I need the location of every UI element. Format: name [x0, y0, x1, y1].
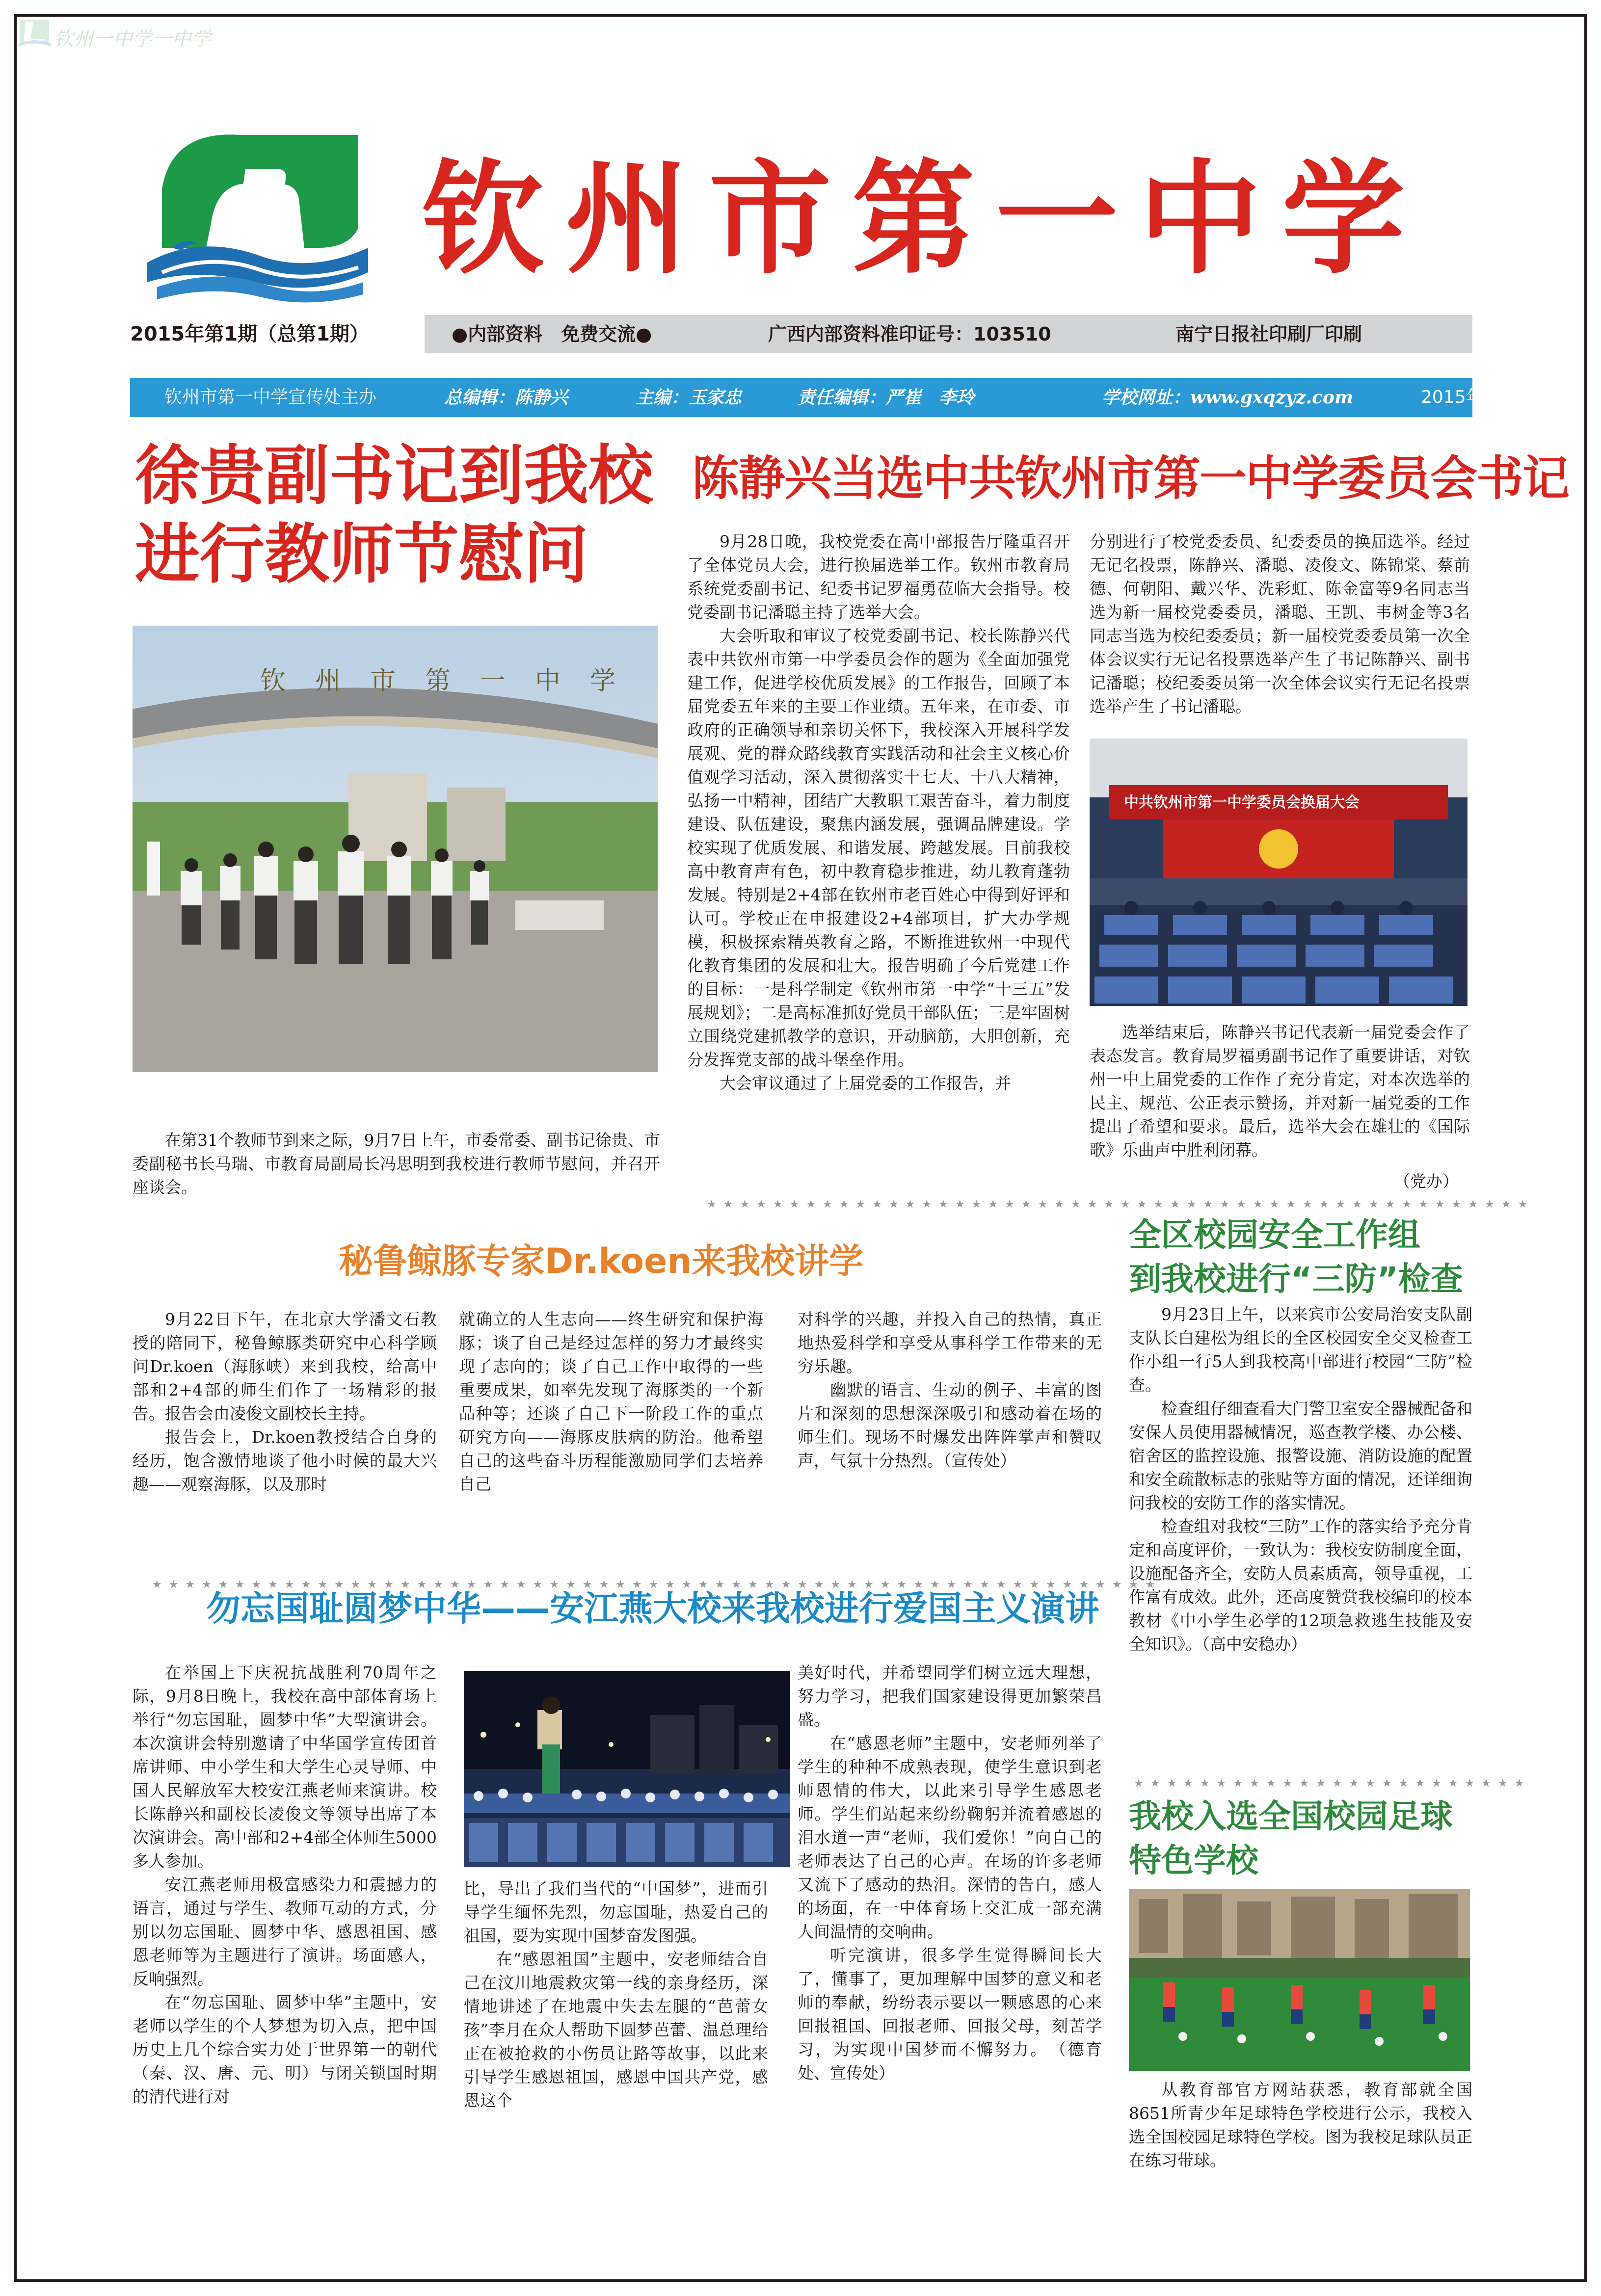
internal-material-label: ●内部资料 免费交流● — [452, 323, 652, 345]
patriotic-col2 — [464, 1877, 768, 2211]
visit-headline-line1: 徐贵副书记到我校 — [135, 438, 653, 514]
patriotic-col2-p1: 比，导出了我们当代的“中国梦”，进而引导学生缅怀先烈，勿忘国耻，热爱自己的祖国，要为实现中国梦奋发图强。 — [464, 1879, 768, 1945]
football-headline-line1: 我校入选全国校园足球 — [1129, 1797, 1453, 1835]
school-logo-icon — [142, 125, 373, 309]
print-permit: 广西内部资料准印证号：103510 — [768, 323, 1051, 345]
visit-body: 在第31个教师节到来之际，9月7日上午，市委常委、副书记徐贵、市委副秘书长马瑞、市教育局副局长冯思明到我校进行教师节慰问，并召开座谈会。 — [133, 1131, 660, 1197]
patriotic-col3-p3: 听完演讲，很多学生觉得瞬间长大了，懂事了，更加理解中国梦的意义和老师的奉献，纷纷表示要以一颗感恩的心来回报祖国、回报老师、回报父母，刻苦学习，为实现中国梦而不懈努力。 （德育处、宣传处） — [798, 1946, 1102, 2083]
issue-number: 2015年第1期（总第1期） — [130, 323, 369, 345]
election-signature: （党办） — [1394, 1172, 1459, 1191]
printer-name: 南宁日报社印刷厂印刷 — [1175, 323, 1362, 345]
dolphin-col2: 就确立的人生志向——终生研究和保护海豚；谈了自己是经过怎样的努力才最终实现了志向的；谈了自己工作中取得的一些重要成果，如率先发现了海豚类的一个新品种等；还谈了自己下一阶段工作的重点研究方向——海豚皮肤病的防治。他希望自己的这些奋斗历程能激励同学们去培养自己 — [459, 1310, 763, 1494]
publish-date: 2015年9月30日 — [1421, 387, 1553, 407]
chief-editor: 总编辑：陈静兴 — [444, 387, 568, 408]
safety-body — [1129, 1303, 1472, 1744]
election-col2-top: 分别进行了校党委委员、纪委委员的换届选举。经过无记名投票，陈静兴、潘聪、凌俊文、陈锦棠、蔡前德、何朝阳、戴兴华、冼彩虹、陈金富等9名同志当选为新一届校党委委员，潘聪、王凯、韦树金等3名同志当选为校纪委委员；新一届校党委委员第一次全体会议实行无记名投票选举产生了书记陈静兴、副书记潘聪；校纪委委员第一次全体会议实行无记名投票选举产生了书记潘聪。 — [1090, 532, 1470, 716]
safety-body-p2: 检查组仔细查看大门警卫室安全器械配备和安保人员使用器械情况，巡查教学楼、办公楼、宿舍区的监控设施、报警设施、消防设施的配置和安全疏散标志的张贴等方面的情况，还详细询问我校的安防工作的落实情况。 — [1129, 1399, 1472, 1512]
masthead-title: 钦州市第一中学 — [422, 146, 1425, 290]
patriotic-col3 — [798, 1661, 1102, 2206]
issue-info-box — [425, 315, 1472, 353]
visit-photo — [133, 626, 658, 1072]
divider-2: ★★★★★★★★★★★★★★★★★★★★★★★★★★★★★★★★★★★★★★★★★★★★★★★★★★★★★★★★★★★★★ — [152, 1579, 1162, 1591]
election-col1 — [687, 530, 1070, 1195]
safety-headline-line2: 到我校进行“三防”检查 — [1129, 1260, 1463, 1298]
visit-photo-sign: 钦州市第一中学 — [260, 666, 645, 696]
visit-headline-line2: 进行教师节慰问 — [135, 517, 588, 592]
election-photo-banner: 中共钦州市第一中学委员会换届大会 — [1124, 794, 1360, 811]
safety-body-p1: 9月23日上午，以来宾市公安局治安支队副支队长白建松为组长的全区校园安全交叉检查工作小组一行5人到我校高中部进行校园“三防”检查。 — [1129, 1305, 1472, 1395]
patriotic-col2-p2: 在“感恩祖国”主题中，安老师结合自己在汶川地震救灾第一线的亲身经历，深情地讲述了在地震中失去左腿的“芭蕾女孩”李月在众人帮助下圆梦芭蕾、温总理给正在被抢救的小伤员让路等故事，以此来引导学生感恩祖国，感恩中国共产党，感恩这个 — [464, 1950, 768, 2110]
editor: 主编：玉家忠 — [636, 387, 742, 408]
patriotic-col1-p2: 安江燕老师用极富感染力和震撼力的语言，通过与学生、教师互动的方式，分别以勿忘国耻、圆梦中华、感恩祖国、感恩老师等为主题进行了演讲。场面感人，反响强烈。 — [133, 1875, 437, 1988]
election-photo — [1090, 739, 1468, 1006]
dolphin-col3 — [798, 1308, 1102, 1568]
school-logo — [142, 125, 373, 309]
corner-logo-text: 钦州一中学一中学 — [54, 28, 211, 51]
patriotic-col3-p2: 在“感恩老师”主题中，安老师列举了学生的种种不成熟表现，使学生意识到老师恩情的伟大，以此来引导学生感恩老师。学生们站起来纷纷鞠躬并流着感恩的泪水道一声“老师，我们爱你！”向自己的老师表达了自己的心声。在场的许多老师又流下了感动的热泪。深情的告白，感人的场面，在一中体育场上交汇成一部充满人间温情的交响曲。 — [798, 1734, 1102, 1941]
publisher: 钦州市第一中学宣传处主办 — [164, 387, 377, 407]
election-col1-p1: 9月28日晚，我校党委在高中部报告厅隆重召开了全体党员大会，进行换届选举工作。钦州市教育局系统党委副书记、纪委书记罗福勇莅临大会指导。校党委副书记潘聪主持了选举大会。 — [687, 532, 1070, 622]
dolphin-col3-p2: 幽默的语言、生动的例子、丰富的图片和深刻的思想深深吸引和感动着在场的师生们。现场不时爆发出阵阵掌声和赞叹声，气氛十分热烈。（宣传处） — [798, 1380, 1102, 1470]
football-photo — [1129, 1889, 1470, 2071]
dolphin-col1-p2: 报告会上，Dr.koen教授结合自身的经历，饱含激情地谈了他小时候的最大兴趣——观察海豚，以及那时 — [133, 1427, 437, 1494]
safety-headline-line1: 全区校园安全工作组 — [1129, 1216, 1420, 1254]
patriotic-col3-p1: 美好时代，并希望同学们树立远大理想，努力学习，把我们国家建设得更加繁荣昌盛。 — [798, 1663, 1102, 1729]
election-headline: 陈静兴当选中共钦州市第一中学委员会书记 — [692, 451, 1569, 506]
patriotic-col1-p3: 在“勿忘国耻、圆梦中华”主题中，安老师以学生的个人梦想为切入点，把中国历史上几个综合实力处于世界第一的朝代（秦、汉、唐、元、明）与闭关锁国时期的清代进行对 — [133, 1993, 437, 2106]
corner-logo — [15, 15, 211, 54]
safety-body-p3: 检查组对我校“三防”工作的落实给予充分肯定和高度评价，一致认为：我校安防制度全面，设施配备齐全，安防人员素质高，领导重视，工作富有成效。此外，还高度赞赏我校编印的校本教材《中小学生必学的12项急救逃生技能及安全知识》。（高中安稳办） — [1129, 1517, 1472, 1654]
football-body: 从教育部官方网站获悉，教育部就全国8651所青少年足球特色学校进行公示，我校入选全国校园足球特色学校。图为我校足球队员正在练习带球。 — [1129, 2080, 1472, 2170]
dolphin-headline: 秘鲁鲸豚专家Dr.koen来我校讲学 — [339, 1241, 864, 1281]
staff-bar — [130, 378, 1553, 417]
patriotic-col1-p1: 在举国上下庆祝抗战胜利70周年之际，9月8日晚上，我校在高中部体育场上举行“勿忘国耻，圆梦中华”大型演讲会。本次演讲会特别邀请了中华国学宣传团首席讲师、中小学生和大学生心灵导师、中国人民解放军大校安江燕老师来演讲。校长陈静兴和副校长凌俊文等领导出席了本次演讲会。高中部和2+4部全体师生5000多人参加。 — [133, 1663, 437, 1871]
dolphin-col1-p1: 9月22日下午，在北京大学潘文石教授的陪同下，秘鲁鲸豚类研究中心科学顾问Dr.koen（海豚峡）来到我校，给高中部和2+4部的师生们作了一场精彩的报告。报告会由凌俊文副校长主持。 — [133, 1310, 437, 1423]
dolphin-col1 — [133, 1308, 437, 1568]
school-website: 学校网址：www.gxqzyz.com — [1102, 387, 1354, 408]
divider-1: ★★★★★★★★★★★★★★★★★★★★★★★★★★★★★★★★★★★★★★★★★★★★★★★★★★ — [707, 1198, 1535, 1211]
issue-bar — [130, 315, 1472, 353]
responsible-editors: 责任编辑：严崔 李玲 — [798, 387, 975, 408]
election-col2-bottom: 选举结束后，陈静兴书记代表新一届党委会作了表态发言。教育局罗福勇副书记作了重要讲话，对钦州一中上届党委的工作作了充分肯定，对本次选举的民主、规范、公正表示赞扬，并对新一届党委的工作提出了希望和要求。最后，选举大会在雄壮的《国际歌》乐曲声中胜利闭幕。 — [1090, 1023, 1470, 1160]
dolphin-col3-p1: 对科学的兴趣，并投入自己的热情，真正地热爱科学和享受从事科学工作带来的无穷乐趣。 — [798, 1310, 1102, 1376]
election-col1-p2: 大会听取和审议了校党委副书记、校长陈静兴代表中共钦州市第一中学委员会作的题为《全面加强党建工作，促进学校优质发展》的工作报告，回顾了本届党委五年来的主要工作业绩。五年来，在市委、市政府的正确领导和亲切关怀下，我校深入开展科学发展观、党的群众路线教育实践活动和社会主义核心价值观学习活动，深入贯彻落实十七大、十八大精神，弘扬一中精神，团结广大教职工艰苦奋斗，着力制度建设、队伍建设，聚焦内涵发展，强调品牌建设。学校实现了优质发展、和谐发展、跨越发展。目前我校高中教育声有色，初中教育稳步推进，幼儿教育蓬勃发展。特别是2+4部在钦州市老百姓心中得到好评和认可。学校正在申报建设2+4部项目，扩大办学规模，积极探索精英教育之路，不断推进钦州一中现代化教育集团的发展和壮大。报告明确了今后党建工作的目标：一是科学制定《钦州市第一中学“十三五”发展规划》；二是高标准抓好党员干部队伍；三是牢固树立围绕党建抓教学的意识，开动脑筋，大胆创新，充分发挥党支部的战斗堡垒作用。 — [687, 626, 1070, 1069]
divider-3: ★★★★★★★★★★★★★★★★★★★★★★★★ — [1134, 1777, 1531, 1790]
patriotic-col1 — [133, 1661, 437, 2206]
election-col1-p3: 大会审议通过了上届党委的工作报告，并 — [720, 1074, 1011, 1093]
patriotic-headline: 勿忘国耻圆梦中华——安江燕大校来我校进行爱国主义演讲 — [206, 1588, 1099, 1629]
football-headline-line2: 特色学校 — [1129, 1842, 1258, 1879]
patriotic-photo — [464, 1671, 790, 1867]
